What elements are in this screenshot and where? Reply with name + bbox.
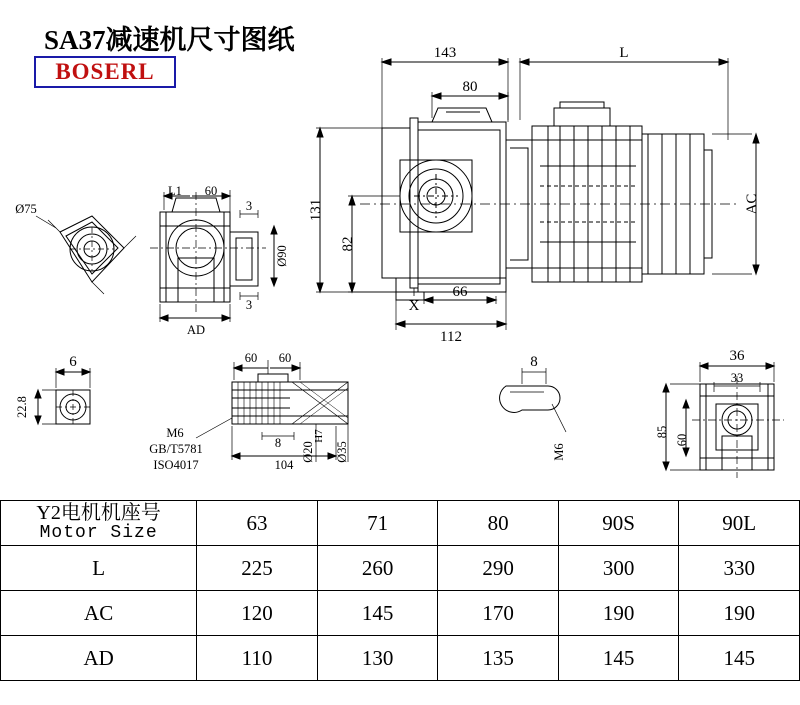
cell-AD-90L: 145 — [679, 636, 800, 681]
dim-8a: 8 — [274, 436, 282, 450]
cell-L-63: 225 — [197, 546, 318, 591]
dim-L: L — [619, 45, 629, 61]
dim-112: 112 — [440, 329, 462, 345]
dim-3-bottom: 3 — [245, 298, 253, 312]
cell-L-90L: 330 — [679, 546, 800, 591]
dim-22-8: 22.8 — [15, 396, 29, 418]
dim-131: 131 — [308, 198, 324, 222]
cell-AC-63: 120 — [197, 591, 318, 636]
cell-AC-80: 170 — [438, 591, 559, 636]
table-header-col-0: 63 — [197, 501, 318, 546]
cell-L-71: 260 — [317, 546, 438, 591]
dim-82: 82 — [340, 236, 356, 252]
table-header-row — [1, 501, 800, 546]
cell-AC-90L: 190 — [679, 591, 800, 636]
dim-M6-a: M6 — [166, 426, 184, 440]
cell-AC-71: 145 — [317, 591, 438, 636]
dim-143: 143 — [433, 45, 457, 61]
dim-M6-b: M6 — [552, 443, 566, 461]
row-label-AD: AD — [1, 636, 197, 681]
row-label-L: L — [1, 546, 197, 591]
cell-AC-90S: 190 — [558, 591, 679, 636]
table-row — [1, 636, 800, 681]
dim-85: 85 — [655, 425, 669, 439]
table-header-col-3: 90S — [558, 501, 679, 546]
cell-L-80: 290 — [438, 546, 559, 591]
table-row — [1, 591, 800, 636]
dim-33: 33 — [730, 371, 744, 385]
dim-iso-standard: ISO4017 — [153, 458, 199, 472]
specification-table — [0, 500, 800, 681]
table-header-col-1: 71 — [317, 501, 438, 546]
dim-8b: 8 — [530, 354, 538, 370]
dim-60-left: 60 — [204, 184, 218, 198]
dim-36: 36 — [729, 348, 745, 364]
table-header-col-2: 80 — [438, 501, 559, 546]
table-header-col-4: 90L — [679, 501, 800, 546]
dim-gb-standard: GB/T5781 — [149, 442, 203, 456]
dim-AC: AC — [744, 193, 760, 215]
dim-d75: Ø75 — [15, 202, 37, 216]
dim-d20-tolerance: H7 — [313, 429, 325, 443]
cell-AD-71: 130 — [317, 636, 438, 681]
table-header-label-en: Motor Size — [39, 523, 158, 544]
dim-d90: Ø90 — [275, 245, 289, 267]
page-title: SA37减速机尺寸图纸 — [44, 25, 295, 55]
cell-AD-63: 110 — [197, 636, 318, 681]
dim-60c: 60 — [675, 433, 689, 447]
table-header-label — [1, 501, 197, 546]
dim-6: 6 — [69, 354, 77, 370]
dim-60a: 60 — [244, 351, 258, 365]
dim-d20: Ø20 — [301, 441, 315, 463]
dim-60b: 60 — [278, 351, 292, 365]
cell-L-90S: 300 — [558, 546, 679, 591]
cell-AD-90S: 145 — [558, 636, 679, 681]
dim-80: 80 — [462, 79, 478, 95]
brand-logo-text: BOSERL — [55, 59, 155, 84]
dim-L1: L1 — [168, 184, 182, 198]
cell-AD-80: 135 — [438, 636, 559, 681]
dim-3-top: 3 — [245, 199, 253, 213]
dim-d35: Ø35 — [335, 441, 349, 463]
dim-66: 66 — [452, 284, 468, 300]
dim-AD: AD — [186, 323, 206, 337]
table-row — [1, 546, 800, 591]
dim-X: X — [408, 298, 420, 314]
dim-104: 104 — [274, 458, 294, 472]
row-label-AC: AC — [1, 591, 197, 636]
table-header-label-cn: Y2电机机座号 — [36, 502, 161, 525]
